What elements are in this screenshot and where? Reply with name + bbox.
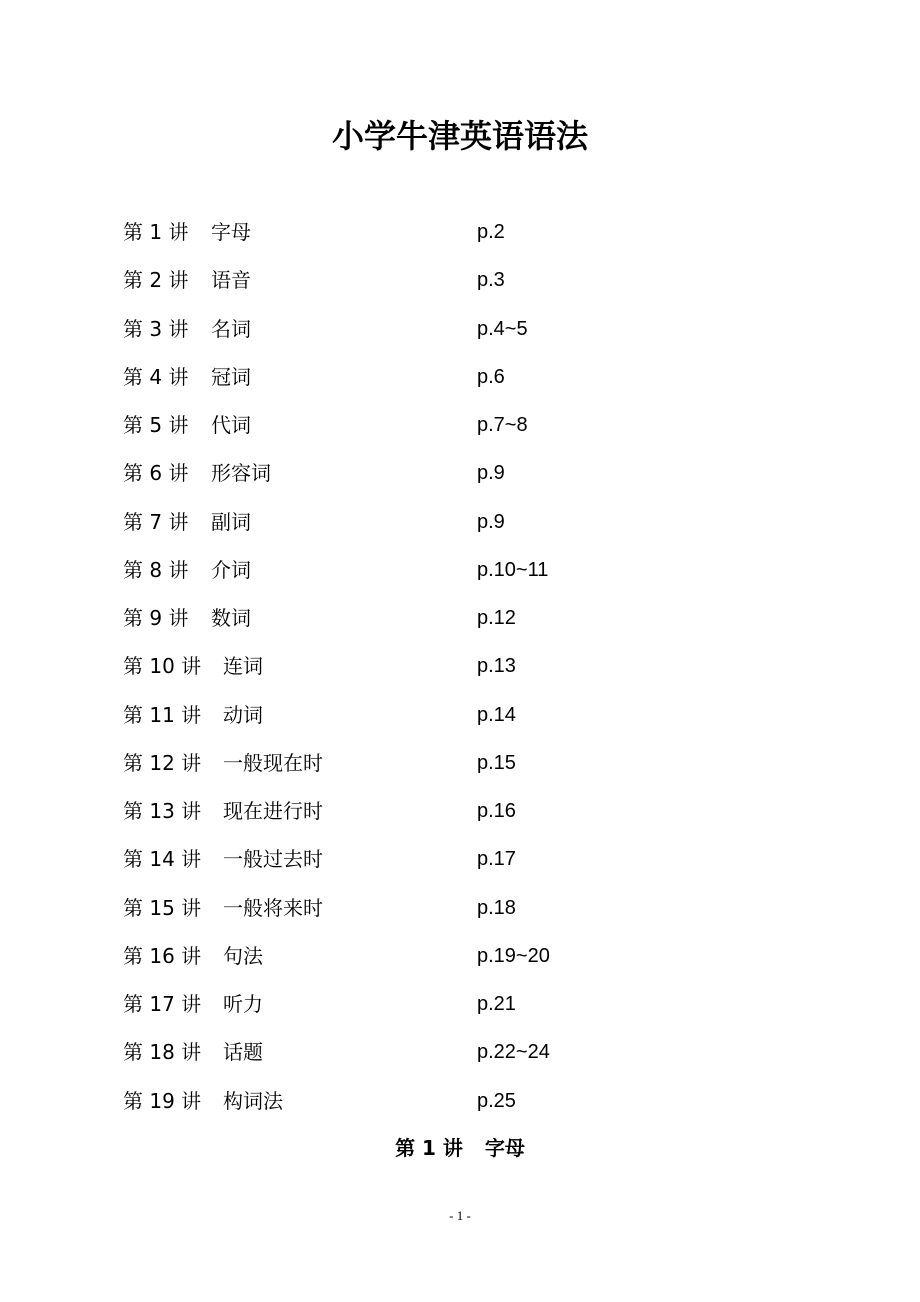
toc-topic: 字母 xyxy=(211,220,251,244)
toc-topic: 冠词 xyxy=(211,364,251,389)
toc-row xyxy=(123,787,763,835)
toc-page-ref: p.18 xyxy=(477,896,516,919)
toc-row xyxy=(123,739,763,787)
toc-page-ref: p.21 xyxy=(477,993,516,1015)
toc-page-ref: p.4~5 xyxy=(477,317,528,340)
toc-lecture-number: 第 2 讲 xyxy=(123,268,189,293)
toc-lecture-number: 第 15 讲 xyxy=(123,895,202,920)
toc-page-ref: p.25 xyxy=(477,1089,516,1112)
toc-row xyxy=(123,932,763,980)
toc-topic: 一般现在时 xyxy=(223,750,323,775)
toc-topic: 数词 xyxy=(211,606,251,630)
toc-lecture-number: 第 12 讲 xyxy=(123,750,202,775)
toc-page-ref: p.17 xyxy=(477,848,516,871)
toc-topic: 名词 xyxy=(211,316,251,341)
toc-page-ref: p.10~11 xyxy=(477,558,549,581)
toc-row xyxy=(123,1028,763,1076)
toc-row xyxy=(123,594,763,642)
toc-lecture-number: 第 19 讲 xyxy=(123,1088,202,1113)
toc-topic: 句法 xyxy=(223,943,263,968)
toc-topic: 话题 xyxy=(223,1040,263,1065)
toc-row xyxy=(123,256,763,304)
toc-row xyxy=(123,353,763,401)
toc-row xyxy=(123,449,763,497)
toc-row xyxy=(123,691,763,739)
toc-topic: 听力 xyxy=(223,992,263,1016)
toc-lecture-number: 第 3 讲 xyxy=(123,316,189,341)
toc-lecture-number: 第 6 讲 xyxy=(123,461,189,486)
toc-page-ref: p.2 xyxy=(477,221,505,243)
toc-topic: 一般将来时 xyxy=(223,895,323,920)
page-number: - 1 - xyxy=(449,1208,471,1223)
toc-page-ref: p.16 xyxy=(477,800,516,822)
toc-row xyxy=(123,884,763,932)
toc-lecture-number: 第 8 讲 xyxy=(123,557,189,582)
toc-page-ref: p.22~24 xyxy=(477,1041,550,1064)
toc-topic: 语音 xyxy=(211,268,251,293)
toc-page-ref: p.7~8 xyxy=(477,414,528,436)
toc-topic: 介词 xyxy=(211,557,251,582)
toc-lecture-number: 第 7 讲 xyxy=(123,509,189,534)
toc-row xyxy=(123,642,763,690)
toc-lecture-number: 第 17 讲 xyxy=(123,992,202,1016)
toc-lecture-number: 第 11 讲 xyxy=(123,702,202,727)
toc-lecture-number: 第 13 讲 xyxy=(123,799,202,823)
toc-page-ref: p.15 xyxy=(477,751,516,774)
section-heading-lecture: 第 1 讲 xyxy=(395,1136,463,1160)
toc-row xyxy=(123,1077,763,1125)
toc-page-ref: p.14 xyxy=(477,703,516,726)
toc-row xyxy=(123,498,763,546)
toc-topic: 现在进行时 xyxy=(223,799,323,823)
toc-row xyxy=(123,305,763,353)
toc-lecture-number: 第 16 讲 xyxy=(123,943,202,968)
toc-topic: 副词 xyxy=(211,509,251,534)
toc-lecture-number: 第 5 讲 xyxy=(123,413,189,437)
toc-page-ref: p.9 xyxy=(477,510,505,533)
toc-lecture-number: 第 1 讲 xyxy=(123,220,189,244)
toc-page-ref: p.6 xyxy=(477,365,505,388)
toc-lecture-number: 第 14 讲 xyxy=(123,847,202,872)
toc-row xyxy=(123,980,763,1028)
toc-row xyxy=(123,835,763,883)
section-heading xyxy=(0,1126,920,1170)
toc-topic: 代词 xyxy=(211,413,251,437)
table-of-contents xyxy=(123,208,763,1125)
toc-lecture-number: 第 10 讲 xyxy=(123,654,202,679)
toc-page-ref: p.13 xyxy=(477,655,516,678)
toc-topic: 动词 xyxy=(223,702,263,727)
toc-row xyxy=(123,401,763,449)
toc-topic: 形容词 xyxy=(211,461,271,486)
toc-page-ref: p.19~20 xyxy=(477,944,550,967)
document-title: 小学牛津英语语法 xyxy=(331,117,588,155)
toc-topic: 连词 xyxy=(223,654,263,679)
section-heading-topic: 字母 xyxy=(484,1136,525,1160)
toc-row xyxy=(123,208,763,256)
toc-topic: 构词法 xyxy=(223,1088,283,1113)
toc-lecture-number: 第 18 讲 xyxy=(123,1040,202,1065)
toc-page-ref: p.12 xyxy=(477,607,516,629)
toc-page-ref: p.3 xyxy=(477,269,505,292)
toc-lecture-number: 第 4 讲 xyxy=(123,364,189,389)
toc-row xyxy=(123,546,763,594)
toc-page-ref: p.9 xyxy=(477,462,505,485)
toc-topic: 一般过去时 xyxy=(223,847,323,872)
toc-lecture-number: 第 9 讲 xyxy=(123,606,189,630)
